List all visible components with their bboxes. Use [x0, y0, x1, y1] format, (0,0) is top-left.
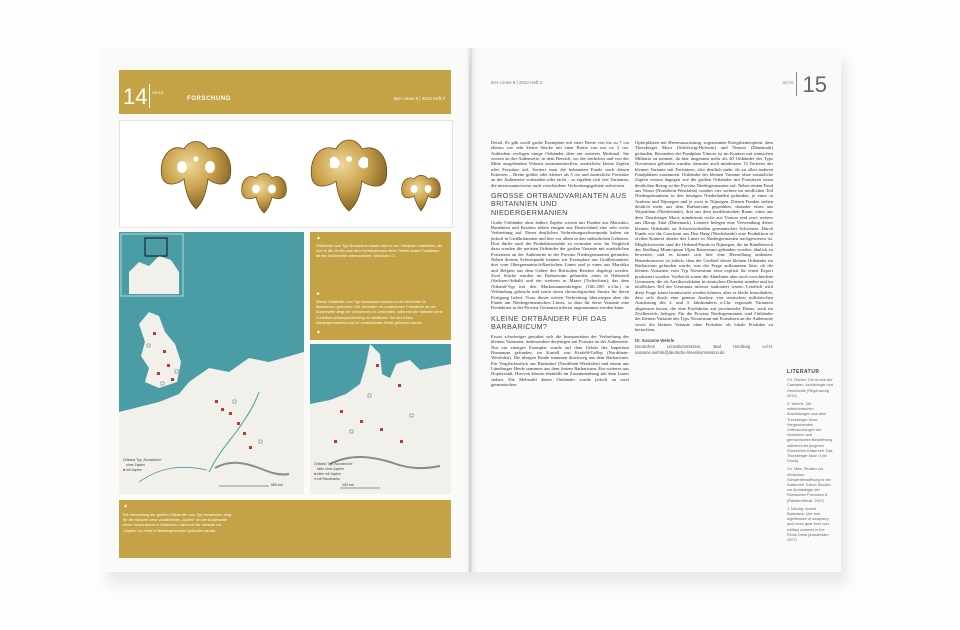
heading-large-variants: GROSSE ORTBANDVARIANTEN AUS BRITANNIEN UND NIEDERGERMANIEN	[491, 191, 627, 217]
legend-item-small-without: ■ klein ohne Zapfen	[314, 467, 344, 471]
distribution-map-small	[310, 344, 451, 494]
author-info: Deutsches Limeskommission, Bad Homburg v.d.H. susanne.wehrle@deutsche-limeskommission.de	[635, 343, 773, 355]
magazine-issue-right: Der Limes 8 | 2014 Heft 2	[491, 80, 543, 85]
scabbard-chape-photos	[120, 121, 452, 227]
legend-item-with: ■ mit Zapfen	[123, 468, 143, 472]
right-page	[471, 48, 841, 572]
legend-item-without: ■ ohne Zapfen	[123, 463, 146, 467]
spine-gutter	[466, 48, 478, 572]
legend-title: Ortband Typ „Novaesium“	[314, 462, 353, 466]
legend-item-rim: ■ mit Randmarke	[314, 477, 341, 481]
literature-entry: Ch. Miks, Studien zur römischen Schwertbewaffnung in der Kaiserzeit. Kölner Studien zur Archäologie der Römischen Provinzen 8 (Rahden/Westf. 2007).	[787, 467, 831, 503]
page-number-divider	[149, 84, 150, 108]
scale-label-large: 500 km	[271, 483, 283, 487]
bullet-icon: ▲	[123, 503, 128, 509]
article-intro: Detail. Es gibt zwölf große Exemplare mit einer Breite von bis zu 7 cm ebenso wie sehr kleine Stücke mit einer Breite von nur ca. 2 cm. Außerdem verfügen einige Ortbänder über ein weiteres Merkmal: Sie weisen an der Außenseite, in dem Bereich, wo die seitlichen und von der Mitte ausgehenden Voluten zusammentreffen, zusätzliche kleine Zapfen oder Fortsätze auf. Sortiert man die bekannten Funde nach diesen Kriterien – Breite größer oder kleiner als 5 cm und zusätzliche Fortsätze an der Außenseite vorhanden oder nicht – so ergeben sich vier Varianten, die interessanterweise auch verschiedene Verbreitungsgebiete aufweisen.	[491, 140, 629, 188]
literature-entry: J. Nicolay, Armed Batavians: Use and significance of weaponry and horse gear from non-military contexts in the Rhine Delta (Amsterdam 2007).	[787, 506, 830, 543]
literature-sidebar	[787, 370, 833, 546]
britain-shape	[139, 312, 181, 388]
page-label-right: SEITE	[782, 80, 794, 85]
page-label-left: SEITE	[152, 90, 164, 95]
author-block	[635, 338, 773, 355]
page-number-right: 15	[802, 72, 827, 97]
magazine-spread	[101, 48, 841, 572]
article-column-2	[635, 140, 773, 355]
caption-box	[310, 232, 451, 340]
magazine-issue-left: Der Limes 8 | 2014 Heft 2	[393, 96, 445, 101]
large-chape-1	[161, 142, 231, 210]
legend-item-small-with: ■ klein mit Zapfen	[314, 472, 341, 476]
article-continuation: Opferplätzen mit Heeresausrüstung, sogenannten Kriegsbeuteopfern, dem Thorsberger Moor (Schleswig-Holstein) und Vimose (Dänemark) gefunden. Besonders der Fundplatz Vimose ist im Kontext mit römischen Militaria zu nennen, da hier insgesamt mehr als 40 Ortbänder des Typs Novaesium gefunden wurden, darunter auch mindestens 13 Vertreter der kleinen Variante mit Fortsätzen, also deutlich mehr als an allen anderen Fundplätzen zusammen. Ortbänder der kleinen Variante ohne zusätzliche Zapfen weisen dagegen wie die großen Ortbänder mit Fortsätzen einen deutlichen Bezug zu der Provinz Niedergermanien auf. Neben einem Fund aus Neuss (Nordrhein-Westfalen) wurden vier weitere im nördlichen Teil Niedergermaniens in den heutigen Niederlanden gefunden, je eines in Arnhem und Nijmegen und je zwei in Nijmegen. Diesen Funden stehen deutlich mehr aus dem Barbaricum gegenüber, darunter eines aus Wijnaldum (Niederlande), drei aus dem norddeutschen Raum, eines aus dem Thorsberger Moor, mindestens sechs aus Vimose und zwei weitere aus Illerup Ådal (Dänemark). Letztere belegen eine Verwendung dieser kleinen Ortbänder an Schwertscheiden germanischer Schwerter. Durch Funde wie die Gussform aus Den Haag (Niederlande) eine Produktion in zivilen Kontext abseits des Limes in Niedergermanien nachgewiesen ist. Möglicherweise sind die Ortband-Funde in Nijmegen, die im Randbereich der Siedlung Municipium Ulpia Batavorum gefunden worden, ähnlich zu bewerten, und es könnte sich hier eine Herstellung andeuten. Bemerkenswert ist jedoch, dass der Großteil dieser kleinen Ortbänder im Barbaricum gefunden wurde, was die Frage aufkommen lässt, ob die kleinen Varianten vom Typ Novaesium etwa explizit für einen Export produziert wurden. Vielleicht waren die Abnehmer aber auch verschiedene Germanen, die als Auxiliarsoldaten in römischen Diensten standen und im nördlichen Teil der Germania inferior stationiert waren. Letztlich wird diese Frage kaum beantwortet werden können, aber es bleibt festzuhalten, dass sich durch eine genaue Analyse von römischen militärischen Ausrüstung des 2. und 3. Jahrhunderts n.Chr. regionale Varianten abgrenzen lassen, die eine Produktion auf provinzialer Ebene, auch im Zivilbereich, belegen. Für die Provinz Niedergermanien sind Ortbänder der kleinen Variante des Typs Novaesium mit Fortsätzen an der Außenseite sowie die kleinen Variante ohne Fortsätze als lokale Produkte zu betrachten.	[635, 140, 773, 333]
bullet-icon: ►	[316, 291, 321, 297]
artifact-photo-panel	[119, 120, 453, 228]
left-page	[101, 48, 469, 572]
bullet-icon: ▲	[316, 235, 321, 241]
article-large-variants: Große Ortbänder ohne äußere Zapfen wissen mit Funden aus Maroskio, Rumänien und Knotten neben einigen aus Deutschland eine sehr weite Verbreitung auf. Einen deutlichen Verbreitungsschwerpunkt haben sie jedoch in Großbritannien und hier vor allem in den südöstlichen Gebieten. Dort dürfte auch die Produktionsstätte zu vermuten sein. Im Vergleich dazu wurden die meisten Ortbänder der großen Variante mit zusätzlichen Fortsätzen an der Außenseite in der Provinz Niedergermanien gefunden. Neben diesem Schwerpunkt kennen wir Exemplare aus Großbritannien, drei vom Obergermanisch-Raetischen Limes und je eines aus Marokko und Belgien aus dem Gebiet des Britischen Reiches abgelegt werden. Zwei Stücke wurden im Barbaricum gefunden, eines in Nahrstedt (Sachsen-Anhalt) und ein weiteres in Mazer (Tschechien); das dem Ortband-Typ mit den Markomannenkriegen (166–180 n.Chr.) in Verbindung gebracht und somit einen chronologischen Ansatz für deren Fertigung liefert. Trotz dieser weiten Verbreitung überwiegen aber die Funde am Niedergermanischen Limes, so dass für diese Variante eine Produktion in der Provinz Germania inferior angenommen werden kann.	[491, 219, 629, 311]
caption-small-map: Kleine Ortbänder vom Typ Novaesium wurden in der Mehrzahl im Barbaricum gefunden. Die Varianten mit zusätzlichen Fortsätzen an der Außenseite zeigt ein Vorkommen in Limesnähe, während die Variante ohne Fortsätze schwerpunktmäßig im nördlichen Teil des freien Niedergermaniens und im nordöstlichen Belikt gefunden wurde.	[316, 300, 443, 325]
article-small-variants: Etwas schwieriger gestaltet sich die Interpretation der Verbreitung der kleinen Varianten, insbesondere derjenigen mit Fortsatz an der Außenseite. Nur ein einziges Exemplar wurde auf dem Gebiet des Imperium Romanum gefunden, im Kastell von Krefeld-Gellep (Nordrhein-Westfalen). Die übrigen Funde stammen durchweg aus dem Barbaricum. Ein Vergleichsstück aus Rheindorf (Nordrhein-Westfalen) und einem aus Lüneburger Heide stammen aus dem freiem Barbaricum. Ein weiteres aus Hoplerstadt. Hiervon könnte ebenfalls im Zusammenhang mit dem Limes stehen. Die Mehrzahl dieser Ortbänder wurde jedoch an zwei germanischen	[491, 333, 629, 388]
scale-label-small: 100 km	[342, 483, 354, 487]
bullet-icon: ▼	[316, 330, 321, 336]
small-chape-2	[402, 175, 441, 211]
section-title: FORSCHUNG	[187, 96, 232, 102]
left-header-band	[119, 70, 451, 114]
map-large-graphic	[119, 232, 304, 494]
literature-title: LITERATUR	[787, 369, 820, 375]
literature-entry: S. Wehrle, Die mittelrömischen Ausrüstungen aus dem Thorsberger Moor. Vergleichendes Untersuchungen der römischen und germanischen Bewaffnung während der jüngeren Römischen Kaiserzeit. Das Thorsberger Moor 3 (im Druck).	[787, 402, 833, 464]
article-column-1	[491, 140, 629, 389]
page-number-divider	[796, 72, 797, 96]
heading-small-variants: KLEINE ORTBÄNDER FÜR DAS BARBARICUM?	[491, 313, 607, 331]
small-chape-1	[242, 174, 287, 214]
caption-variants: Ortbänder vom Typ Novaesium lassen sich in vier Varianten unterteilen, die sich in der Größe und dem Vorhandensein einer Treiber sowie Fortsätzen an der Außenseite unterscheiden. Maßstab 1:1.	[316, 244, 443, 259]
literature-entry: Ch. Fischer, Die Armee der Caesaren. Archäologie und Geschichte (Regensburg 2012).	[787, 378, 833, 398]
author-name: Dr. Susanne Wehrle	[635, 338, 675, 344]
map-large-legend	[123, 458, 162, 473]
large-chape-2	[311, 140, 387, 211]
footer-caption-box	[119, 500, 451, 558]
map-small-legend	[314, 462, 353, 482]
distribution-map-large	[119, 232, 304, 494]
legend-title: Ortband Typ „Novaesium“	[123, 458, 162, 462]
page-number-left: 14	[123, 84, 148, 109]
caption-large-map: Die Verbreitung der großen Ortbänder vom Typ Novaesium zeigt für die Variante ohne zusätzlichen „Zapfen“ an der Außenseite einen Schwerpunkt in Britannien, während die Variante mit „Zapfen“ zu meist in Niedergermanien gefunden wurde.	[123, 513, 232, 533]
